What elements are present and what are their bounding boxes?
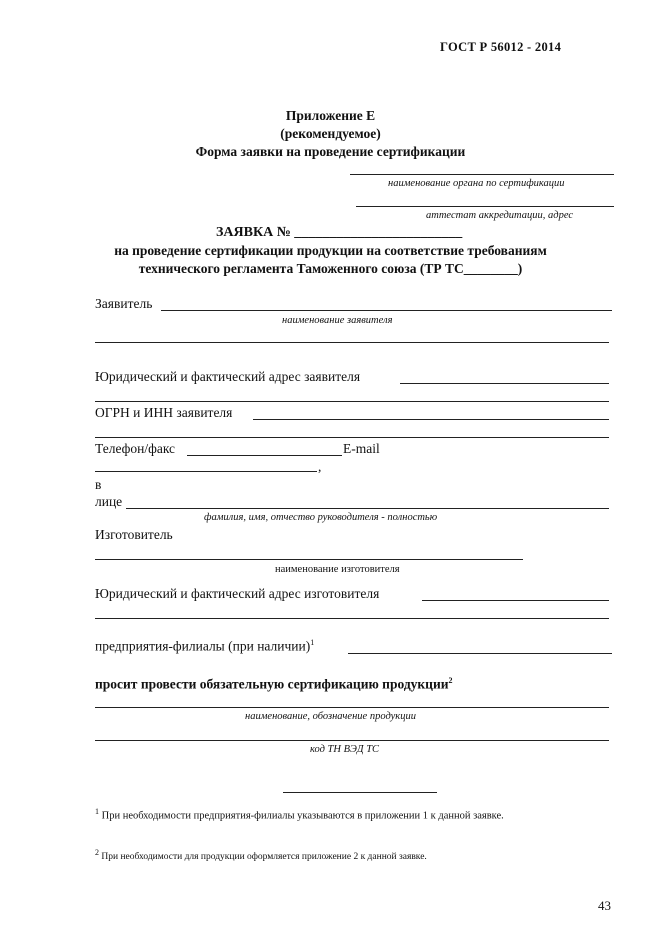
request-subheading: на проведение сертификации продукции на соответствие требованиям: [114, 243, 547, 258]
applicant-input-line[interactable]: [161, 310, 612, 311]
manufacturer-address-line[interactable]: [422, 600, 609, 601]
email-input-line[interactable]: [95, 471, 317, 472]
code-input-line[interactable]: [95, 740, 609, 741]
applicant-caption: наименование заявителя: [282, 315, 393, 326]
page-number: 43: [598, 898, 611, 913]
person-label: лице: [95, 494, 123, 509]
footnote-2-mark: 2: [95, 848, 99, 857]
email-comma: ,: [318, 459, 322, 474]
manufacturer-address-extra-line[interactable]: [95, 618, 609, 619]
footnote-1-mark: 1: [95, 807, 99, 816]
in-label: в: [95, 477, 102, 492]
ogrn-input-line[interactable]: [253, 419, 609, 420]
product-input-line[interactable]: [95, 707, 609, 708]
request-heading: ЗАЯВКА № ________________________: [216, 225, 463, 240]
manufacturer-label: Изготовитель: [95, 527, 173, 542]
accreditation-line[interactable]: [356, 206, 614, 207]
document-code: ГОСТ Р 56012 - 2014: [440, 40, 562, 54]
ogrn-extra-line[interactable]: [95, 437, 609, 438]
product-caption: наименование, обозначение продукции: [245, 711, 416, 722]
phone-input-line[interactable]: [187, 455, 342, 456]
email-label: E-mail: [343, 441, 380, 456]
footnote-1: [95, 800, 613, 829]
branches-label: предприятия-филиалы (при наличии)$^1$: [95, 638, 315, 654]
request-footnote-mark: 2: [448, 676, 453, 685]
accreditation-caption: аттестат аккредитации, адрес: [426, 210, 574, 221]
phone-label: Телефон/факс: [95, 441, 176, 456]
appendix-title: Приложение Е: [285, 108, 376, 123]
applicant-extra-line[interactable]: [95, 342, 609, 343]
manufacturer-caption: наименование изготовителя: [275, 564, 400, 575]
request-regulation: технического регламента Таможенного союза (ТР ТС________): [138, 261, 523, 276]
manufacturer-address-label: Юридический и фактический адрес изготовителя: [95, 586, 380, 601]
request-statement: просит провести обязательную сертификацию продукции$^2$: [95, 676, 453, 692]
appendix-subtitle: (рекомендуемое): [280, 126, 381, 141]
branches-footnote-mark: 1: [310, 638, 315, 647]
person-caption: фамилия, имя, отчество руководителя - полностью: [204, 512, 438, 523]
form-title: Форма заявки на проведение сертификации: [195, 144, 466, 159]
footnote-2: [95, 848, 427, 862]
footnote-1-text: При необходимости предприятия-филиалы указываются в приложении 1 к данной заявке.: [101, 810, 504, 822]
applicant-label: Заявитель: [95, 296, 153, 311]
applicant-address-label: Юридический и фактический адрес заявителя: [95, 369, 361, 384]
applicant-address-line[interactable]: [400, 383, 609, 384]
ogrn-label: ОГРН и ИНН заявителя: [95, 405, 233, 420]
footnote-separator: [283, 792, 437, 793]
person-input-line[interactable]: [126, 508, 609, 509]
code-caption: код ТН ВЭД ТС: [310, 744, 380, 755]
cert-body-caption: наименование органа по сертификации: [388, 178, 565, 189]
manufacturer-input-line[interactable]: [95, 559, 523, 560]
applicant-address-extra-line[interactable]: [95, 401, 609, 402]
branches-input-line[interactable]: [348, 653, 612, 654]
footnote-2-text: При необходимости для продукции оформляется приложение 2 к данной заявке.: [101, 852, 427, 863]
cert-body-line[interactable]: [350, 174, 614, 175]
